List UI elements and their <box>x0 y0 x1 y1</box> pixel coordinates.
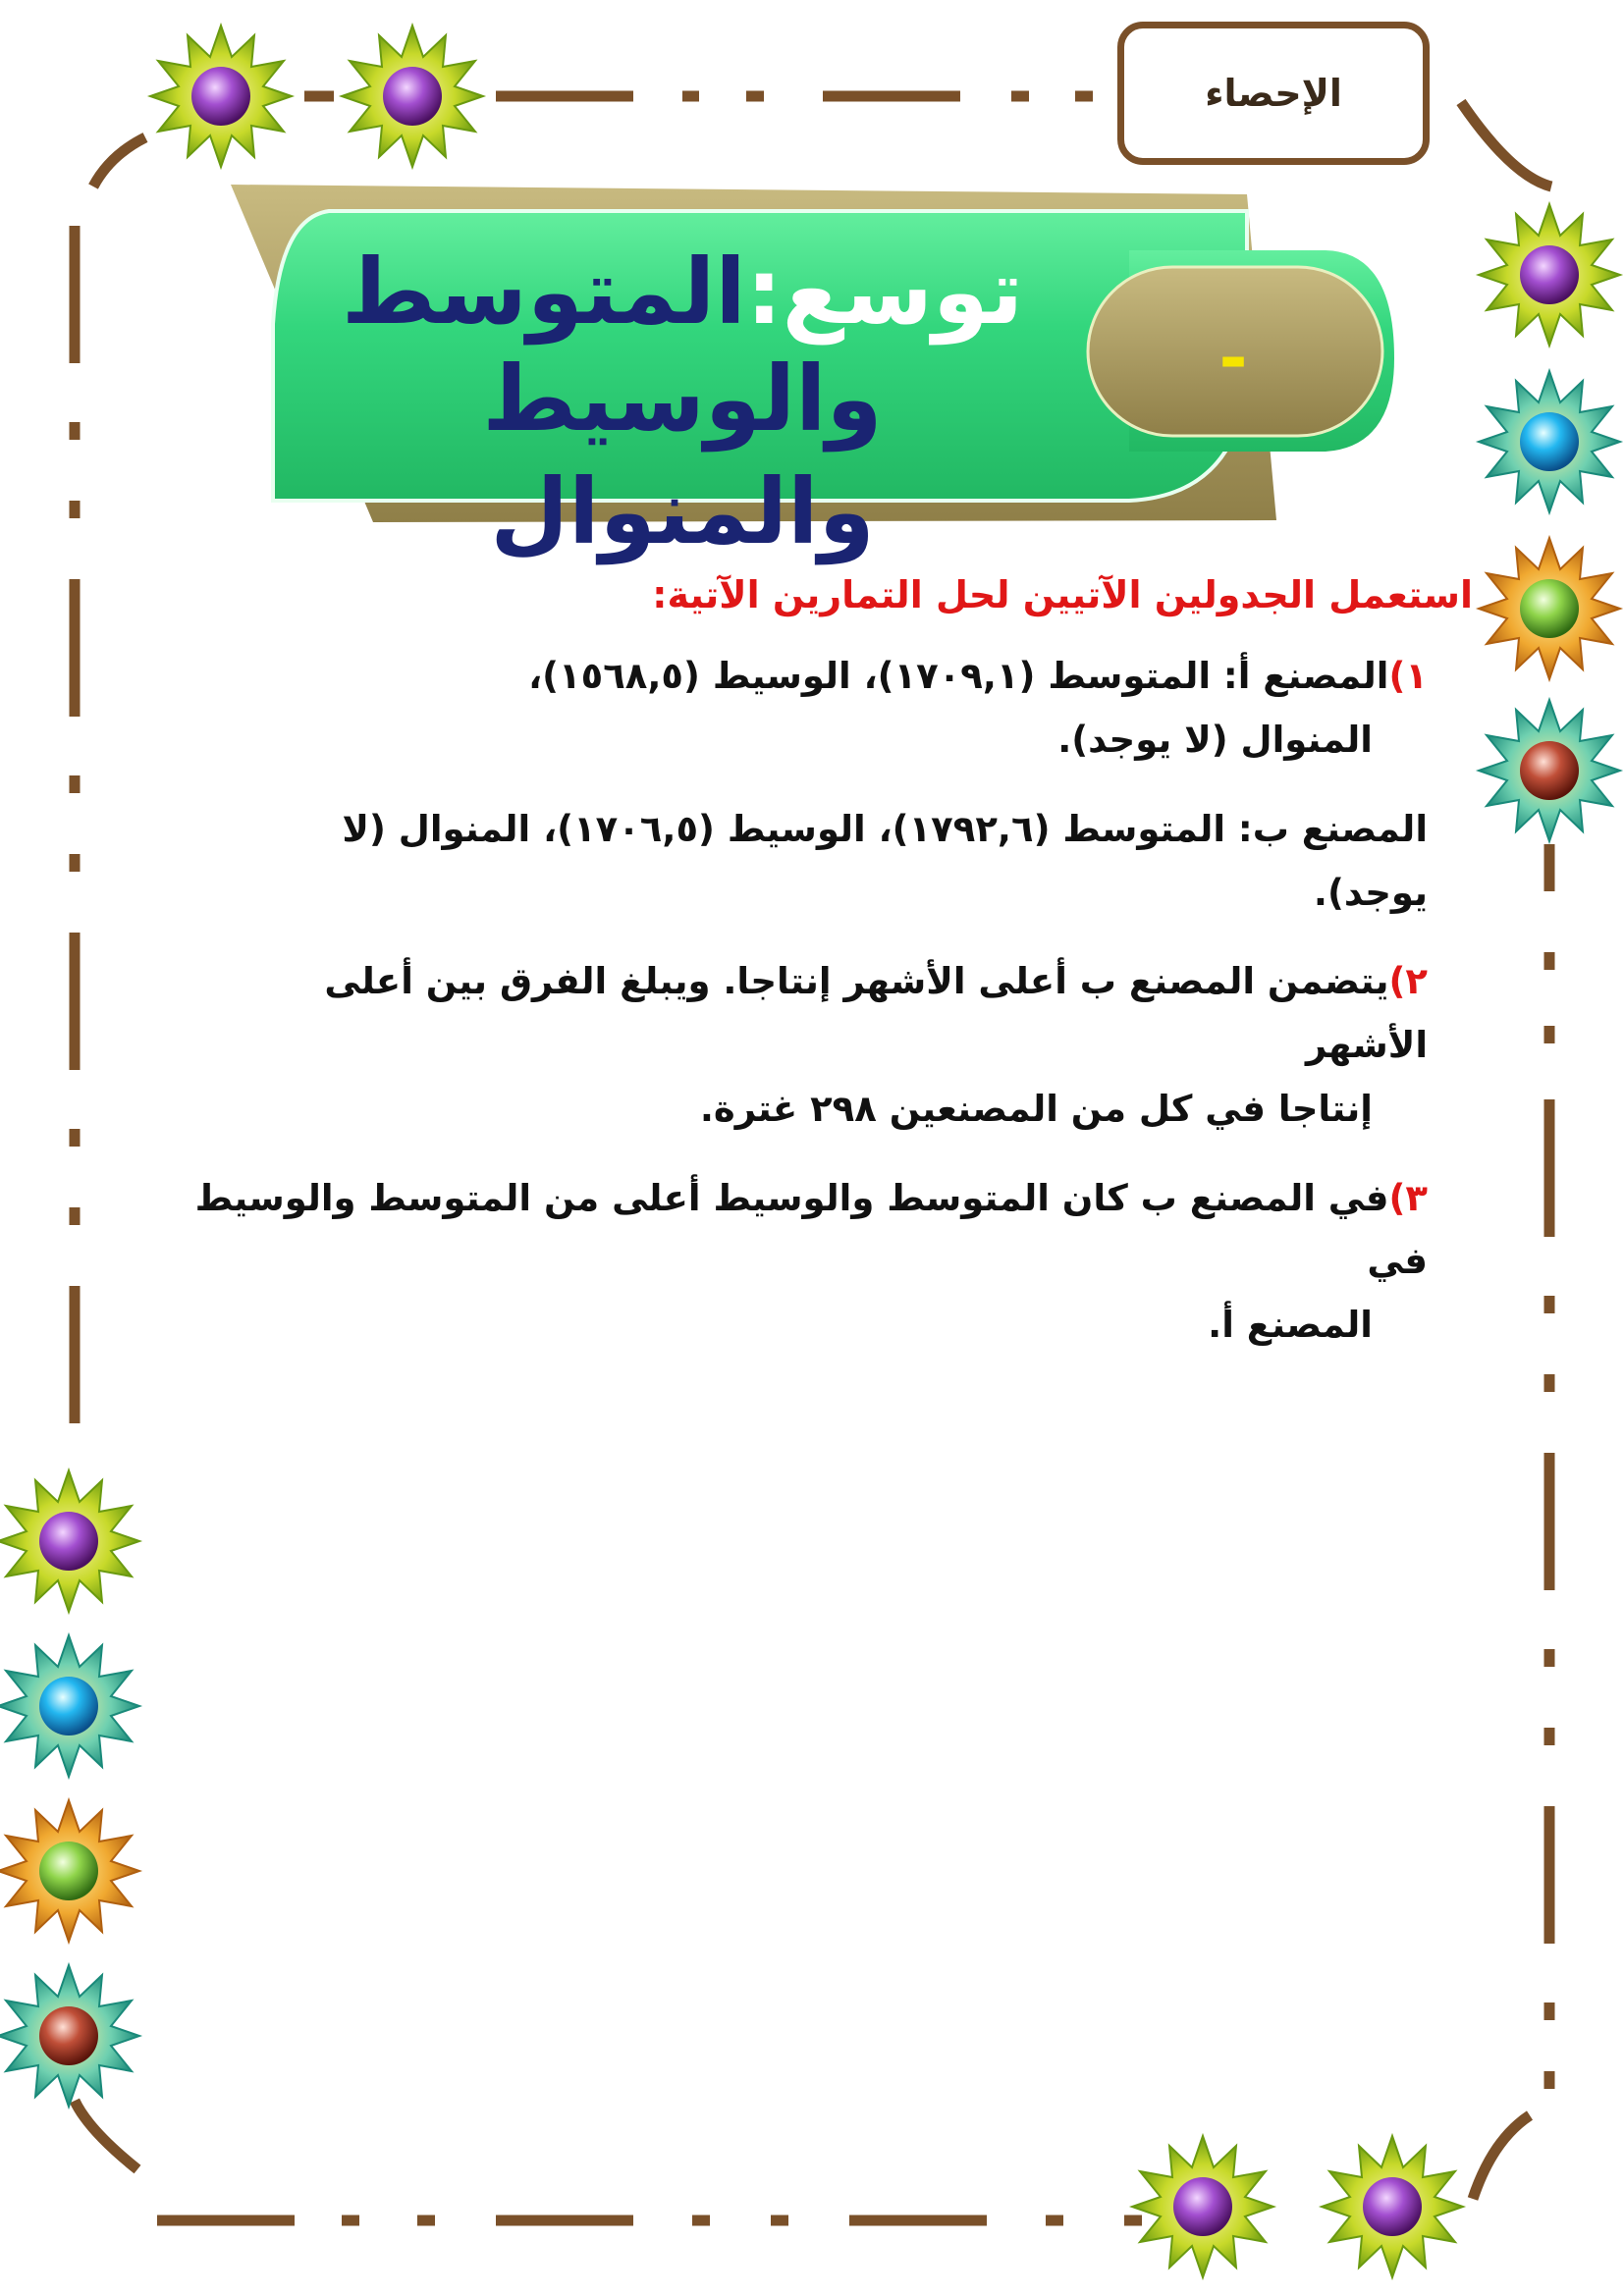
title-line-2: والوسيط والمنوال <box>482 347 883 564</box>
subject-tab <box>1117 22 1430 165</box>
item-number: ٢) <box>1388 960 1428 1003</box>
item-line1: في المصنع ب كان المتوسط والوسيط أعلى من المتوسط والوسيط في <box>194 1176 1428 1283</box>
title-lead: توسع: <box>745 240 1024 345</box>
title-line-1 <box>295 236 1070 348</box>
exercise-item <box>190 1167 1428 1358</box>
exercise-content <box>190 571 1473 1358</box>
title-line1-rest: المتوسط <box>341 240 746 345</box>
item-line1: يتضمن المصنع ب أعلى الأشهر إنتاجا. ويبلغ الفرق بين أعلى الأشهر <box>324 960 1428 1067</box>
item-number: ١) <box>1388 655 1428 698</box>
item-line1: المصنع ب: المتوسط (١٧٩٢,٦)، الوسيط (١٧٠٦,٥)، المنوال (لا <box>342 807 1428 850</box>
item-line2: المصنع أ. <box>1208 1304 1373 1347</box>
item-number: ٣) <box>1388 1176 1428 1219</box>
instruction-text: استعمل الجدولين الآتيين لحل التمارين الآتية: <box>652 573 1473 616</box>
item-line2: يوجد). <box>1313 871 1428 914</box>
item-line1: المصنع أ: المتوسط (١٧٠٩,١)، الوسيط (١٥٦٨,٥)، <box>528 655 1389 698</box>
item-line2: إنتاجا في كل من المصنعين ٢٩٨ غترة. <box>699 1087 1373 1130</box>
exercise-item <box>190 950 1428 1141</box>
subject-label: الإحصاء <box>1205 72 1342 115</box>
item-line2: المنوال (لا يوجد). <box>1057 719 1373 762</box>
lesson-title <box>295 236 1070 568</box>
exercise-item <box>190 645 1428 773</box>
lesson-number: - <box>1218 318 1248 399</box>
exercise-item <box>190 798 1428 926</box>
